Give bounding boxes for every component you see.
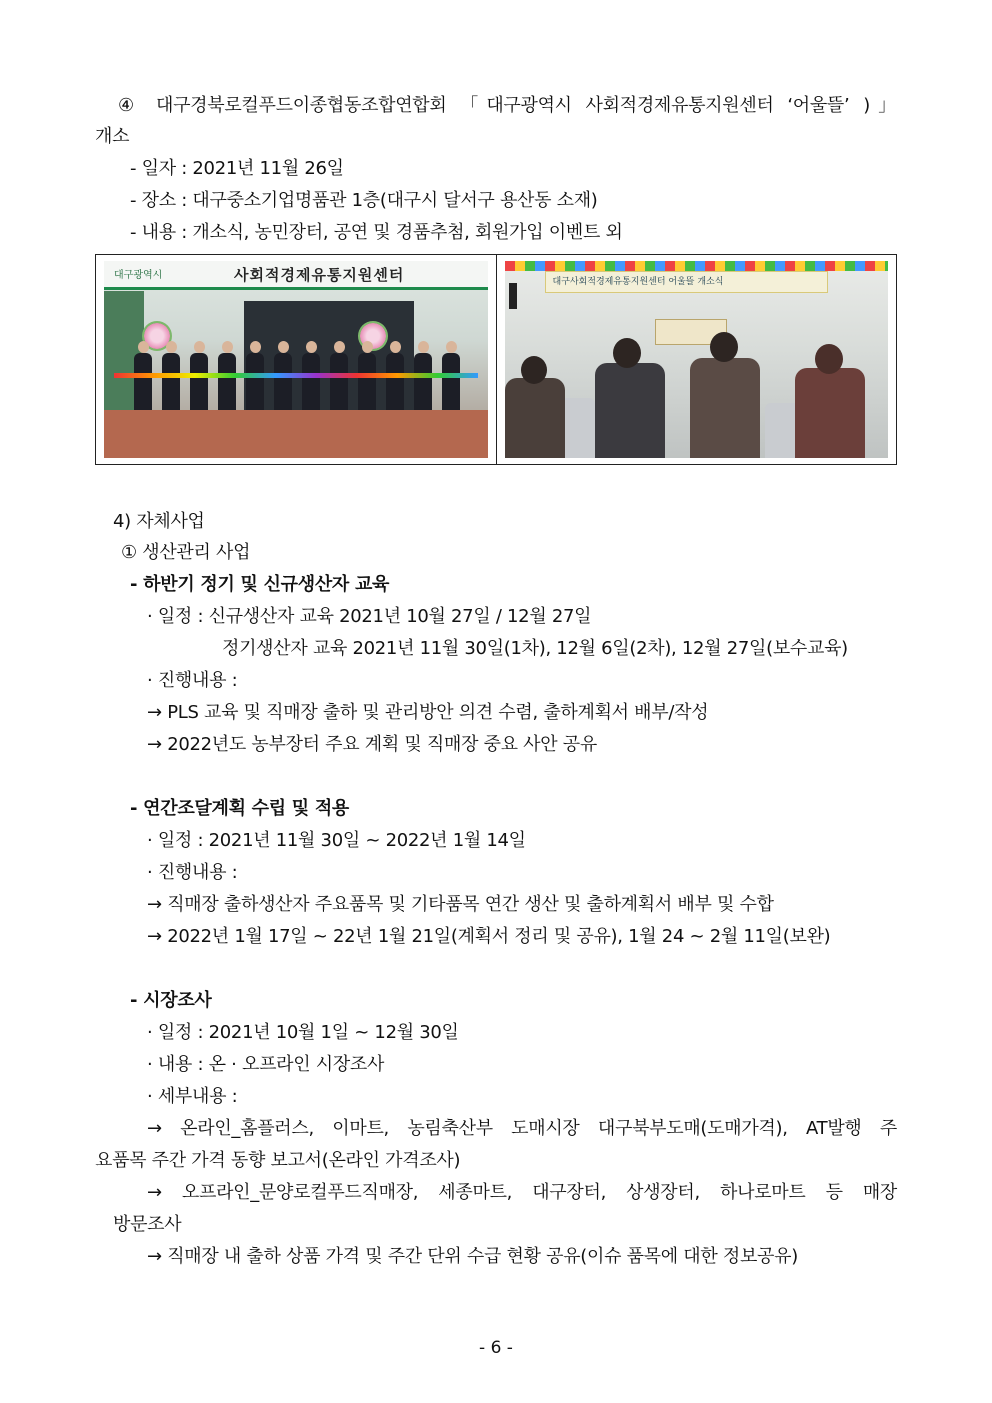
head bbox=[815, 344, 843, 374]
seated-person bbox=[795, 368, 865, 458]
storefront-photo bbox=[104, 261, 488, 458]
annual-plan-progress-label: · 진행내용 : bbox=[147, 862, 238, 883]
speaker bbox=[509, 283, 517, 309]
annual-plan-item: → 2022년 1월 17일 ~ 22년 1월 21일(계획서 정리 및 공유), 1월 24 ~ 2월 11일(보완) bbox=[147, 926, 831, 947]
opening-content: - 내용 : 개소식, 농민장터, 공연 및 경품추첨, 회원가입 이벤트 외 bbox=[130, 222, 623, 243]
annual-plan-item: → 직매장 출하생산자 주요품목 및 기타품목 연간 생산 및 출하계획서 배부 및 수합 bbox=[147, 894, 774, 915]
annual-plan-schedule: · 일정 : 2021년 11월 30일 ~ 2022년 1월 14일 bbox=[147, 830, 526, 851]
person bbox=[358, 353, 376, 415]
person bbox=[246, 353, 264, 415]
ceremony-photo bbox=[505, 261, 889, 458]
education-title: - 하반기 정기 및 신규생산자 교육 bbox=[130, 574, 390, 595]
photo-table bbox=[95, 254, 897, 465]
market-research-item: → 오프라인_문양로컬푸드직매장, 세종마트, 대구장터, 상생장터, 하나로마트 등 매장 bbox=[147, 1182, 897, 1203]
market-research-item: → 직매장 내 출하 상품 가격 및 주간 단위 수급 현황 공유(이슈 품목에 대한 정보공유) bbox=[147, 1246, 798, 1267]
market-research-item: → 온라인_홈플러스, 이마트, 농림축산부 도매시장 대구북부도매(도매가격), AT발행 주 bbox=[147, 1118, 897, 1139]
seated-person bbox=[595, 363, 665, 458]
production-management-heading: ① 생산관리 사업 bbox=[121, 542, 251, 563]
ceremony-ribbon bbox=[114, 373, 478, 378]
person bbox=[386, 353, 404, 415]
person bbox=[218, 353, 236, 415]
person bbox=[162, 353, 180, 415]
banner-text: 대구사회적경제유통지원센터 어울뜰 개소식 bbox=[552, 277, 724, 287]
head bbox=[613, 338, 641, 368]
bunting-flags bbox=[505, 261, 889, 271]
person bbox=[190, 353, 208, 415]
annual-plan-title: - 연간조달계획 수립 및 적용 bbox=[130, 798, 350, 819]
opening-heading-cont: 개소 bbox=[95, 126, 130, 147]
person bbox=[134, 353, 152, 415]
page-number: - 6 - bbox=[479, 1338, 513, 1358]
education-progress-label: · 진행내용 : bbox=[147, 670, 238, 691]
education-item: → 2022년도 농부장터 주요 계획 및 직매장 중요 사안 공유 bbox=[147, 734, 597, 755]
sign-logo: 대구광역시 bbox=[114, 270, 163, 281]
seated-person bbox=[690, 358, 760, 458]
photo-cell-left bbox=[96, 255, 496, 464]
opening-date: - 일자 : 2021년 11월 26일 bbox=[130, 158, 344, 179]
sign-title: 사회적경제유통지원센터 bbox=[234, 266, 405, 284]
person bbox=[302, 353, 320, 415]
market-research-detail-label: · 세부내용 : bbox=[147, 1086, 238, 1107]
market-research-schedule: · 일정 : 2021년 10월 1일 ~ 12월 30일 bbox=[147, 1022, 459, 1043]
self-business-heading: 4) 자체사업 bbox=[113, 511, 205, 532]
education-schedule-cont: 정기생산자 교육 2021년 11월 30일(1차), 12월 6일(2차), 12월 27일(보수교육) bbox=[222, 638, 848, 659]
head bbox=[521, 356, 547, 384]
market-research-content: · 내용 : 온 · 오프라인 시장조사 bbox=[147, 1054, 385, 1075]
head bbox=[710, 332, 738, 362]
store-sign bbox=[104, 261, 488, 290]
market-research-item-cont: 요품목 주간 가격 동향 보고서(온라인 가격조사) bbox=[95, 1150, 461, 1171]
market-research-item-cont: 방문조사 bbox=[113, 1214, 182, 1235]
photo-cell-right bbox=[496, 255, 897, 464]
seated-person bbox=[505, 378, 565, 458]
education-schedule: · 일정 : 신규생산자 교육 2021년 10월 27일 / 12월 27일 bbox=[147, 606, 592, 627]
education-item: → PLS 교육 및 직매장 출하 및 관리방안 의견 수렴, 출하계획서 배부/작성 bbox=[147, 702, 709, 723]
opening-place: - 장소 : 대구중소기업명품관 1층(대구시 달서구 용산동 소재) bbox=[130, 190, 598, 211]
person bbox=[442, 353, 460, 415]
opening-heading: ④ 대구경북로컬푸드이종협동조합연합회 「대구광역시 사회적경제유통지원센터 ‘어울뜰’ )」 bbox=[118, 95, 896, 116]
person bbox=[414, 353, 432, 415]
market-research-title: - 시장조사 bbox=[130, 990, 212, 1011]
person bbox=[274, 353, 292, 415]
person bbox=[330, 353, 348, 415]
brick-floor bbox=[104, 410, 488, 458]
